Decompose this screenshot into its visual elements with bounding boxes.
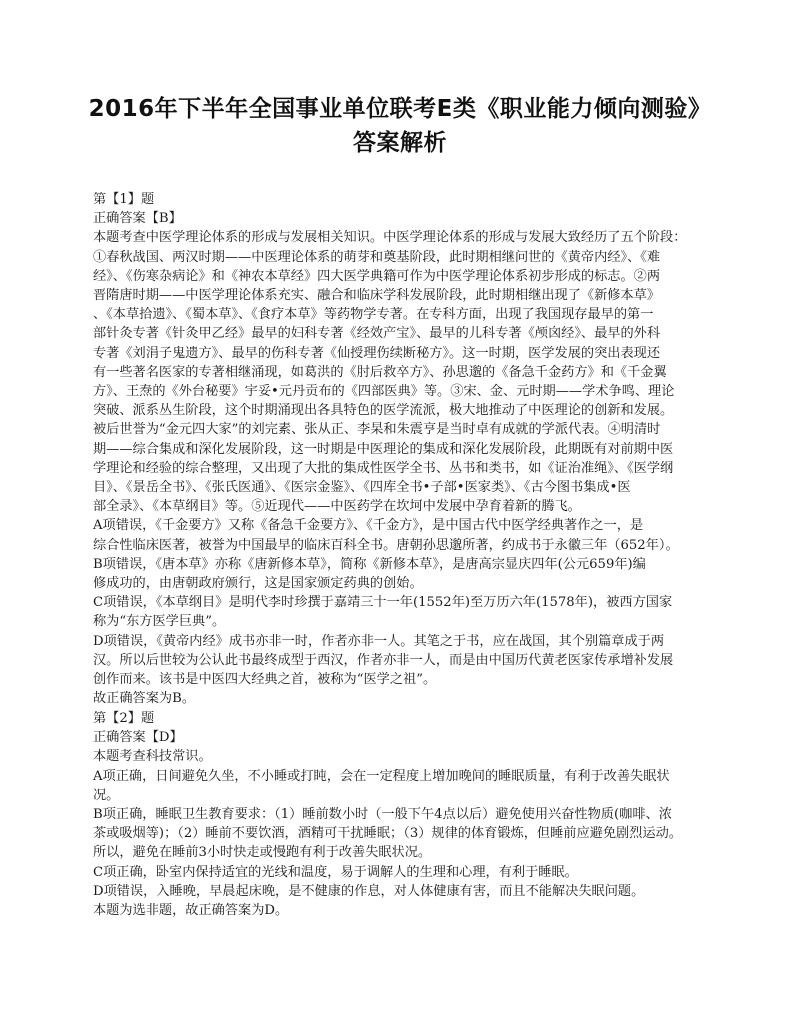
explanation-line: 晋隋唐时期——中医学理论体系充实、融合和临床学科发展阶段，此时期相继出现了《新修本草》	[93, 288, 661, 304]
explanation-line: 、《本草拾遗》、《蜀本草》、《食疗本草》等药物学专著。在专科方面，出现了我国现存最早的第一	[93, 307, 654, 323]
explanation-line: C项正确，卧室内保持适宜的光线和温度，易于调解人的生理和心理，有利于睡眠。	[93, 864, 578, 880]
explanation-line: 创作而来。该书是中医四大经典之首，被称为“医学之祖”。	[93, 672, 437, 688]
explanation-line: 目》、《景岳全书》、《张氏医通》、《医宗金鉴》、《四库全书•子部•医家类》、《古今图书集成•医	[93, 480, 631, 496]
document-title-line-2: 答案解析	[353, 130, 447, 156]
explanation-line: 本题为选非题，故正确答案为D。	[93, 903, 289, 919]
explanation-line: B项错误，《唐本草》亦称《唐新修本草》，简称《新修本草》，是唐高宗显庆四年(公元659年)编	[93, 556, 646, 572]
explanation-line: 故正确答案为B。	[93, 691, 196, 707]
explanation-body	[93, 747, 713, 920]
question-number: 第【2】题	[93, 711, 155, 726]
explanation-line: 学理论和经验的综合整理，又出现了大批的集成性医学全书、丛书和类书，如《证治准绳》、《医学纲	[93, 460, 674, 476]
explanation-line: 期——综合集成和深化发展阶段，这一时期是中医理论的集成和深化发展阶段，此期既有对前期中医	[93, 441, 674, 457]
explanation-line: D项错误，入睡晚，早晨起床晚，是不健康的作息，对人体健康有害，而且不能解决失眠问题。	[93, 883, 645, 899]
explanation-line: 况。	[93, 787, 120, 803]
explanation-line: C项错误，《本草纲目》是明代李时珍撰于嘉靖三十一年(1552年)至万历六年(1578年)，被西方国家	[93, 595, 673, 611]
explanation-line: 专著《刘涓子鬼遗方》、最早的伤科专著《仙授理伤续断秘方》。这一时期，医学发展的突出表现还	[93, 345, 661, 361]
explanation-line: 修成功的，由唐朝政府颁行，这是国家颁定药典的创始。	[93, 576, 423, 592]
explanation-line: D项错误，《黄帝内经》成书亦非一时，作者亦非一人。其笔之于书，应在战国，其个别篇章成于两	[93, 633, 665, 649]
explanation-line: 有一些著名医家的专著相继涌现，如葛洪的《肘后救卒方》、孙思邈的《备急千金药方》和《千金翼	[93, 364, 667, 380]
explanation-line: 被后世誉为“金元四大家”的刘完素、张从正、李杲和朱震亨是当时卓有成就的学派代表。④明清时	[93, 422, 661, 438]
explanation-line: 经》、《伤寒杂病论》和《神农本草经》四大医学典籍可作为中医学理论体系初步形成的标志。②两	[93, 268, 661, 284]
explanation-line: ①春秋战国、两汉时期——中医理论体系的萌芽和奠基阶段，此时期相继问世的《黄帝内经》、《难	[93, 249, 661, 265]
question-1	[93, 190, 713, 708]
explanation-line: 汉。所以后世较为公认此书最终成型于西汉，作者亦非一人，而是由中国历代黄老医家传承增补发展	[93, 652, 674, 668]
question-2	[93, 709, 713, 920]
explanation-line: 所以，避免在睡前3小时快走或慢跑有利于改善失眠状况。	[93, 845, 432, 861]
explanation-line: A项正确，日间避免久坐，不小睡或打盹，会在一定程度上增加晚间的睡眠质量，有利于改善失眠状	[93, 768, 670, 784]
document-title-line-1: 2016年下半年全国事业单位联考E类《职业能力倾向测验》	[88, 96, 712, 122]
explanation-line: 综合性临床医著，被誉为中国最早的临床百科全书。唐朝孙思邈所著，约成书于永徽三年（652年）。	[93, 537, 679, 553]
correct-answer: 正确答案【D】	[93, 730, 183, 746]
explanation-line: 本题考查科技常识。	[93, 749, 212, 765]
explanation-line: 茶或吸烟等)；（2）睡前不要饮酒，酒精可干扰睡眠；（3）规律的体育锻炼，但睡前应避免剧烈运动。	[93, 826, 682, 842]
explanation-line: 部针灸专著《针灸甲乙经》最早的妇科专著《经效产宝》、最早的儿科专著《颅囟经》、最早的外科	[93, 326, 661, 342]
explanation-line: 称为“东方医学巨典”。	[93, 614, 226, 630]
explanation-line: 突破、派系丛生阶段，这个时期涌现出各具特色的医学流派，极大地推动了中医理论的创新和发展。	[93, 403, 674, 419]
explanation-line: A项错误，《千金要方》又称《备急千金要方》、《千金方》，是中国古代中医学经典著作之一，是	[93, 518, 644, 534]
correct-answer: 正确答案【B】	[93, 211, 182, 227]
question-number: 第【1】题	[93, 192, 155, 207]
explanation-line: 部全录》、《本草纲目》等。⑤近现代——中医药学在坎坷中发展中孕育着新的腾飞。	[93, 499, 581, 515]
explanation-line: 本题考查中医学理论体系的形成与发展相关知识。中医学理论体系的形成与发展大致经历了五个阶段：	[93, 230, 687, 246]
explanation-line: B项正确，睡眠卫生教育要求：（1）睡前数小时（一般下午4点以后）避免使用兴奋性物质(咖啡、浓	[93, 807, 672, 823]
explanation-line: 方》、王焘的《外台秘要》宇妥•元丹贡布的《四部医典》等。③宋、金、元时期——学术争鸣、理论	[93, 384, 675, 400]
explanation-body	[93, 228, 713, 708]
